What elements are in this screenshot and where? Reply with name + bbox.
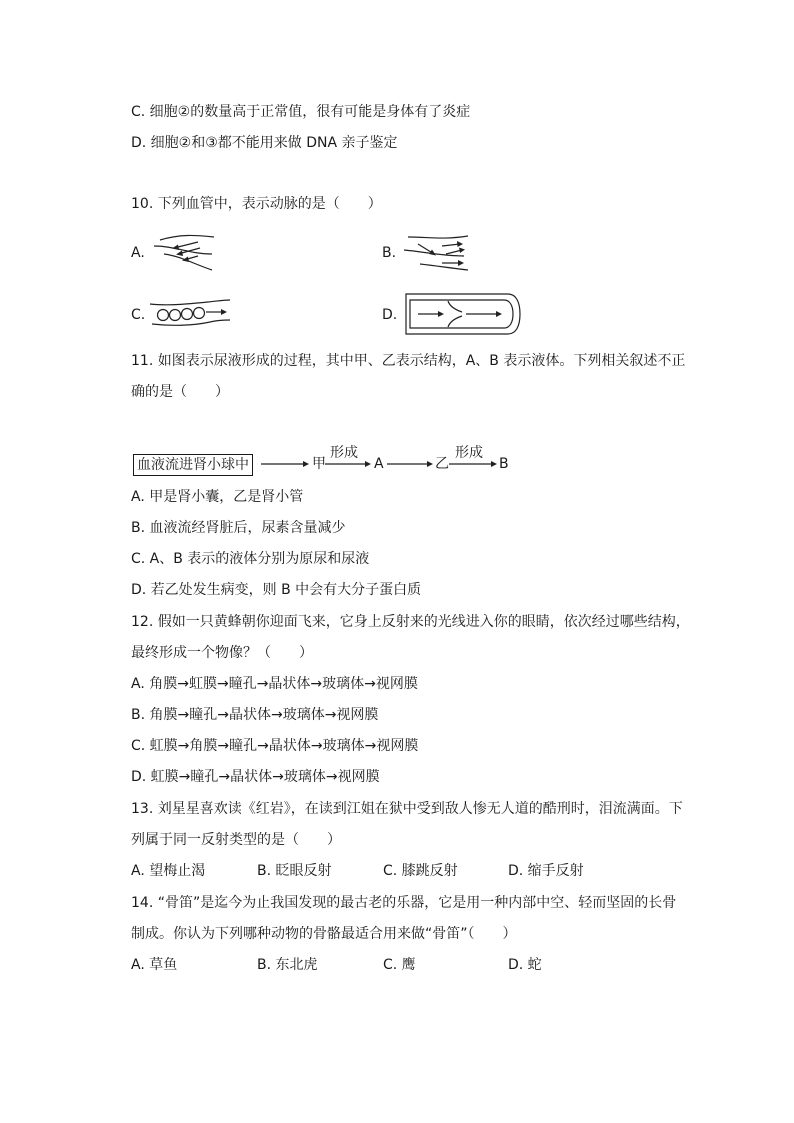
q12-option-c: C. 虹膜→角膜→瞳孔→晶状体→玻璃体→视网膜 — [131, 738, 419, 754]
q11-flow-label-form-2: 形成 — [455, 445, 483, 461]
q14-option-c: C. 鹰 — [383, 957, 416, 973]
q10-stem: 10. 下列血管中，表示动脉的是（ ） — [131, 196, 382, 212]
q11-option-a: A. 甲是肾小囊，乙是肾小管 — [131, 489, 304, 505]
q11-flow-label-form-1: 形成 — [330, 445, 358, 461]
q10-vessel-a-diagram — [150, 232, 220, 274]
q9-option-d: D. 细胞②和③都不能用来做 DNA 亲子鉴定 — [131, 135, 398, 151]
q12-stem-line1: 12. 假如一只黄蜂朝你迎面飞来，它身上反射来的光线进入你的眼睛，依次经过哪些结构， — [131, 614, 690, 630]
q14-stem-line1: 14. “骨笛”是迄今为止我国发现的最古老的乐器，它是用一种内部中空、轻而坚固的长骨 — [131, 895, 677, 911]
q11-option-d: D. 若乙处发生病变，则 B 中会有大分子蛋白质 — [131, 582, 422, 598]
q11-stem-line1: 11. 如图表示尿液形成的过程，其中甲、乙表示结构，A、B 表示液体。下列相关叙述不正 — [131, 353, 686, 369]
q10-vessel-d-diagram — [404, 292, 524, 336]
q14-option-d: D. 蛇 — [508, 957, 542, 973]
q11-flow-node-yi: 乙 — [435, 456, 449, 472]
q12-option-a: A. 角膜→虹膜→瞳孔→晶状体→玻璃体→视网膜 — [131, 676, 418, 692]
q13-options-row — [131, 861, 714, 881]
q10-label-c: C. — [131, 307, 146, 323]
q12-option-d: D. 虹膜→瞳孔→晶状体→玻璃体→视网膜 — [131, 769, 380, 785]
q12-stem-line2: 最终形成一个物像？（ ） — [131, 645, 313, 661]
q10-label-d: D. — [382, 307, 398, 323]
q11-flow-start-box: 血液流进肾小球中 — [133, 454, 253, 476]
q14-option-a: A. 草鱼 — [131, 957, 178, 973]
q14-stem-line2: 制成。你认为下列哪种动物的骨骼最适合用来做“骨笛”（ ） — [131, 926, 517, 942]
q13-option-a: A. 望梅止渴 — [131, 863, 206, 879]
q13-stem-line2: 列属于同一反射类型的是（ ） — [131, 832, 341, 848]
q14-options-row — [131, 955, 714, 975]
q10-vessel-b-diagram — [402, 232, 474, 274]
q9-option-c: C. 细胞②的数量高于正常值，很有可能是身体有了炎症 — [131, 104, 471, 120]
q11-option-c: C. A、B 表示的液体分别为原尿和尿液 — [131, 551, 370, 567]
q11-flow-diagram — [131, 445, 531, 480]
q12-option-b: B. 角膜→瞳孔→晶状体→玻璃体→视网膜 — [131, 707, 379, 723]
q13-option-c: C. 膝跳反射 — [383, 863, 458, 879]
q10-vessel-c-diagram — [148, 296, 232, 334]
q14-option-b: B. 东北虎 — [257, 957, 318, 973]
q10-label-b: B. — [382, 245, 397, 261]
q11-option-b: B. 血液流经肾脏后，尿素含量减少 — [131, 520, 346, 536]
q10-label-a: A. — [131, 245, 145, 261]
q13-option-d: D. 缩手反射 — [508, 863, 584, 879]
q11-flow-node-a: A — [374, 456, 384, 472]
q13-stem-line1: 13. 刘星星喜欢读《红岩》，在读到江姐在狱中受到敌人惨无人道的酷刑时，泪流满面。下 — [131, 801, 683, 817]
q11-stem-line2: 确的是（ ） — [131, 384, 229, 400]
q11-flow-node-jia: 甲 — [312, 456, 326, 472]
q11-flow-node-b: B — [499, 456, 509, 472]
q13-option-b: B. 眨眼反射 — [257, 863, 332, 879]
